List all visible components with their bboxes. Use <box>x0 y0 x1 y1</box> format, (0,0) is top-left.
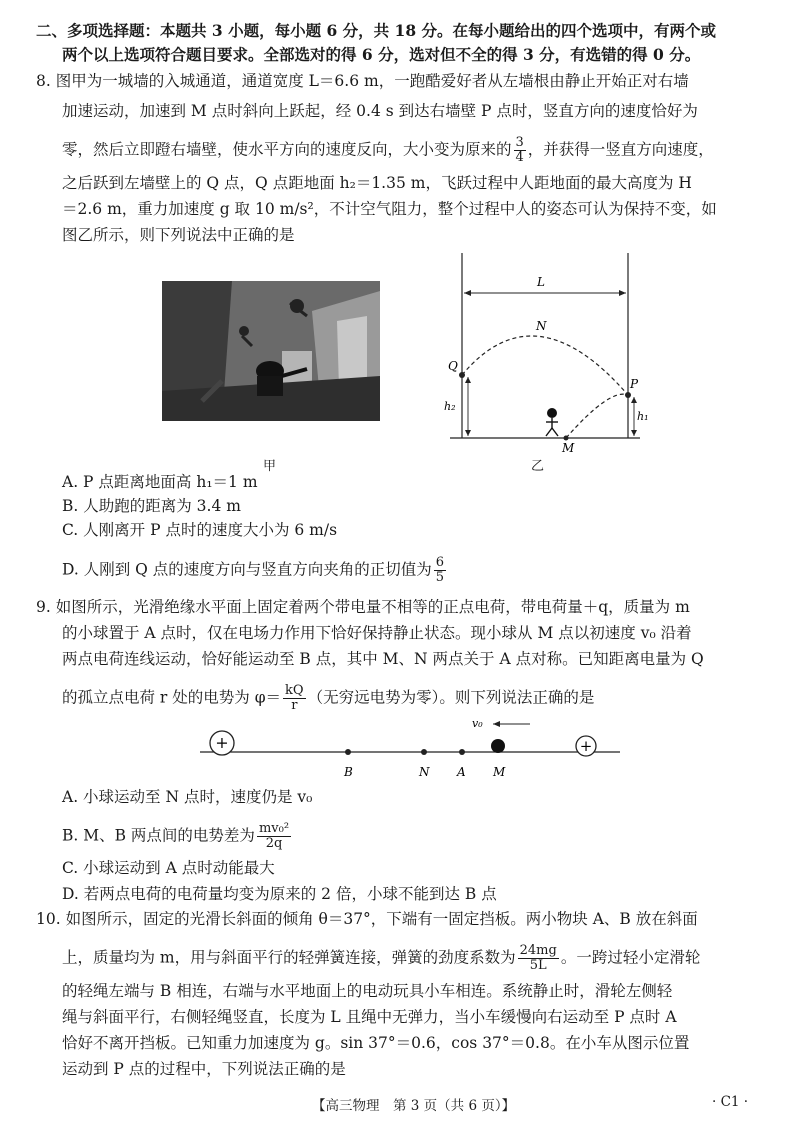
q8-fraction <box>514 136 526 165</box>
right-charge-sign: + <box>579 737 593 755</box>
label-N: N <box>536 319 547 333</box>
label-M: M <box>562 441 575 455</box>
q9-line4b: （无穷远电势为零）。则下列说法正确的是 <box>307 688 595 707</box>
label-v0: v₀ <box>472 717 483 730</box>
left-charge-sign: + <box>215 733 229 752</box>
label-h2: h₂ <box>444 400 456 413</box>
q8-option-c: C. 人刚离开 P 点时的速度大小为 6 m/s <box>62 521 338 539</box>
section-header-line2: 两个以上选项符合题目要求。全部选对的得 6 分，选对但不全的得 3 分，有选错的得 0 分。 <box>62 45 701 64</box>
q10-k-fraction <box>518 944 559 973</box>
q9-option-c: C. 小球运动到 A 点时动能最大 <box>62 859 275 877</box>
q10-line2a: 上，质量均为 m，用与斜面平行的轻弹簧连接，弹簧的劲度系数为 <box>62 948 516 967</box>
footer-page-info: 【高三物理 第 3 页（共 6 页）】 <box>312 1098 516 1114</box>
label-B: B <box>344 765 353 779</box>
q8-option-d-den: 5 <box>435 570 445 585</box>
q8-line5: ＝2.6 m，重力加速度 g 取 10 m/s²，不计空气阻力，整个过程中人的姿态可认为保持不变，如 <box>62 200 717 218</box>
q9-line2: 的小球置于 A 点时，仅在电场力作用下恰好保持静止状态。现小球从 M 点以初速度 v₀ 沿着 <box>62 624 692 642</box>
q8-option-d-fraction <box>434 556 446 585</box>
parkour-photo <box>162 281 380 421</box>
label-Q: Q <box>448 359 458 373</box>
q10-k-num: 24mg <box>519 943 557 958</box>
q8-line6: 图乙所示，则下列说法中正确的是 <box>62 226 295 244</box>
q9-option-b-text: B. M、B 两点间的电势差为 <box>62 826 255 845</box>
q9-option-d: D. 若两点电荷的电荷量均变为原来的 2 倍，小球不能到达 B 点 <box>62 885 497 903</box>
q10-line4: 绳与斜面平行，右侧轻绳竖直，长度为 L 且绳中无弹力，当小车缓慢向右运动至 P 点时 A <box>62 1008 677 1026</box>
q8-line3b: ，并获得一竖直方向速度， <box>527 140 714 159</box>
q10-k-den: 5L <box>529 958 547 973</box>
q9-option-b-den: 2q <box>265 836 283 851</box>
q9-phi-den: r <box>291 698 298 713</box>
q9-line4 <box>62 684 594 713</box>
q9-phi-fraction <box>283 684 306 713</box>
q10-line2b: 。一跨过轻小定滑轮 <box>560 948 701 967</box>
q10-line6: 运动到 P 点的过程中，下列说法正确的是 <box>62 1060 346 1078</box>
q9-line1: 9. 如图所示，光滑绝缘水平面上固定着两个带电量不相等的正点电荷，带电荷量＋q，质量为 m <box>36 598 690 616</box>
footer-code: · C1 · <box>712 1094 749 1110</box>
q8-line3 <box>62 136 714 165</box>
label-A: A <box>457 765 466 779</box>
q8-line1: 8. 图甲为一城墙的入城通道，通道宽度 L＝6.6 m，一跑酷爱好者从左墙根由静止开始正对右墙 <box>36 72 689 90</box>
section-header-line1: 二、多项选择题：本题共 3 小题，每小题 6 分，共 18 分。在每小题给出的四个选项中，有两个或 <box>36 21 717 40</box>
q9-option-b <box>62 822 293 851</box>
q8-line3a: 零，然后立即蹬右墙壁，使水平方向的速度反向，大小变为原来的 <box>62 140 512 159</box>
label-L: L <box>537 275 545 289</box>
q8-line2: 加速运动，加速到 M 点时斜向上跃起，经 0.4 s 到达右墙壁 P 点时，竖直方向的速度恰好为 <box>62 102 698 120</box>
q8-frac-num: 3 <box>515 135 524 150</box>
q8-line4: 之后跃到左墙壁上的 Q 点，Q 点距地面 h₂＝1.35 m，飞跃过程中人距地面的最大高度为 H <box>62 174 692 192</box>
q9-option-a: A. 小球运动至 N 点时，速度仍是 v₀ <box>62 788 313 806</box>
q8-option-d-text: D. 人刚到 Q 点的速度方向与竖直方向夹角的正切值为 <box>62 560 432 579</box>
q9-option-b-fraction <box>257 822 291 851</box>
label-h1: h₁ <box>637 410 649 423</box>
q9-option-b-num: mv₀² <box>258 821 290 836</box>
q10-line3: 的轻绳左端与 B 相连，右端与水平地面上的电动玩具小车相连。系统静止时，滑轮左侧轻 <box>62 982 673 1000</box>
label-M9: M <box>493 765 506 779</box>
q8-frac-den: 4 <box>515 150 524 165</box>
label-N9: N <box>419 765 430 779</box>
q8-option-b: B. 人助跑的距离为 3.4 m <box>62 497 241 515</box>
q10-line2 <box>62 944 700 973</box>
q8-option-a: A. P 点距离地面高 h₁＝1 m <box>62 473 258 491</box>
q8-trajectory-diagram <box>440 248 650 468</box>
q9-line3: 两点电荷连线运动，恰好能运动至 B 点，其中 M、N 两点关于 A 点对称。已知距离电量为 Q <box>62 650 704 668</box>
q10-line1: 10. 如图所示，固定的光滑长斜面的倾角 θ＝37°，下端有一固定挡板。两小物块 A、B 放在斜面 <box>36 910 698 928</box>
q9-charges-diagram <box>200 710 620 785</box>
q9-line4a: 的孤立点电荷 r 处的电势为 φ＝ <box>62 688 282 707</box>
q8-option-d-num: 6 <box>435 555 445 570</box>
q9-phi-num: kQ <box>285 683 304 698</box>
q10-line5: 恰好不离开挡板。已知重力加速度为 g。sin 37°＝0.6，cos 37°＝0.8。在小车从图示位置 <box>62 1034 690 1052</box>
label-P: P <box>630 377 639 391</box>
diagram-caption: 乙 <box>531 459 545 474</box>
photo-caption: 甲 <box>263 459 277 474</box>
parkour-photo-drawing <box>162 281 380 421</box>
q8-option-d <box>62 556 448 585</box>
